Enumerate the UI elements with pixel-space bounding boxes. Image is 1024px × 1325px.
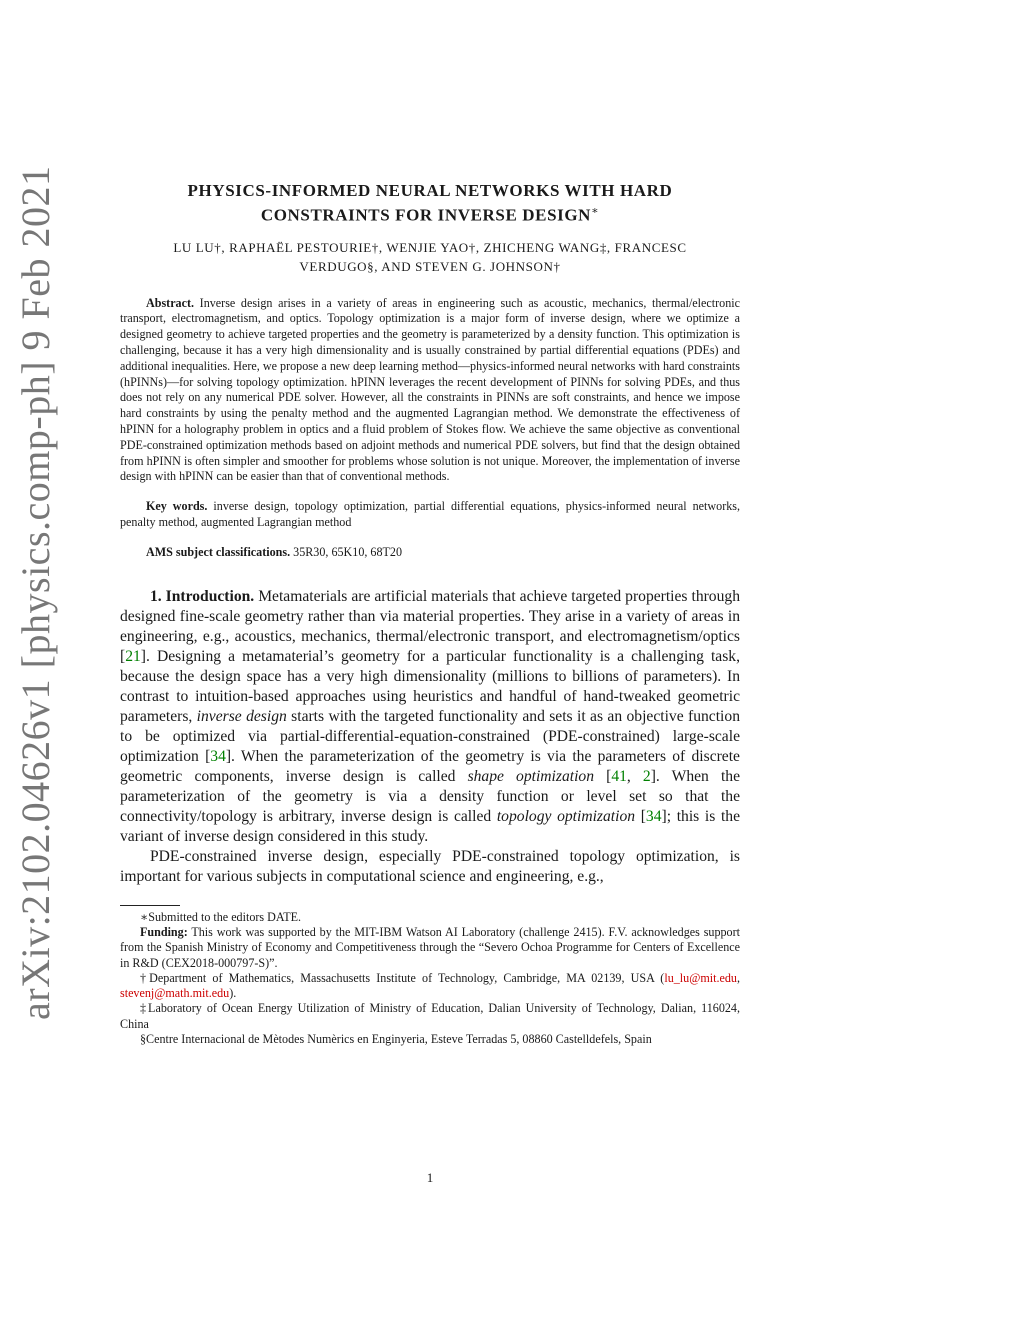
funding-text: This work was supported by the MIT-IBM Watson AI Laboratory (challenge 2415). F.V. acknowledges support from the Spanish Ministry of Economy and Competitiveness through the “Severo Ochoa Programme for Centers of Excellence in R&D (CEX2018-000797-S)”. [120, 924, 740, 970]
abstract [120, 296, 740, 486]
abstract-label: Abstract. [146, 295, 195, 310]
intro-paragraph-2: PDE-constrained inverse design, especially PDE-constrained topology optimization, is important for various subjects in computational science and engineering, e.g., [120, 847, 740, 885]
intro-text: [ [635, 807, 646, 825]
introduction-section [120, 587, 740, 887]
title-line-1: PHYSICS-INFORMED NEURAL NETWORKS WITH HARD [187, 181, 673, 200]
intro-text: starts with the targeted functionality and sets it as an objective function to be optimized via partial-differential-equation-constrained (PDE-constrained) large-scale optimization [ [120, 707, 740, 765]
intro-paragraph-1 [120, 587, 740, 847]
keywords-label: Key words. [146, 499, 208, 514]
citation-34[interactable]: 34 [645, 807, 662, 825]
footnote-submitted: ∗Submitted to the editors DATE. [140, 909, 302, 924]
affiliation-text-end: ). [229, 986, 237, 1001]
intro-text: [ [594, 767, 612, 785]
intro-text: , [626, 767, 643, 785]
abstract-text: Inverse design arises in a variety of areas in engineering such as acoustic, mechanics, thermal/electronic transport, electromagnetism, and optics. Topology optimization is a major form of inverse design, where we optimize a designed geometry to achieve targeted properties and the geometry is parameterized by a density function. This optimization is challenging, because it has a very high dimensionality and is usually constrained by partial differential equations (PDEs) and additional inequalities. Here, we propose a new deep learning method—physics-informed neural networks with hard constraints (hPINNs)—for solving topology optimization. hPINN leverages the recent development of PINNs for solving PDEs, and thus does not rely on any numerical PDE solver. However, all the constraints in PINNs are soft constraints, and hence we impose hard constraints by using the penalty method and the augmented Lagrangian method. We demonstrate the effectiveness of hPINN for a holography problem in optics and a fluid problem of Stokes flow. We achieve the same objective as conventional PDE-constrained optimization methods based on adjoint methods and numerical PDE solvers, but find that the design obtained from hPINN is often simpler and smoother for problems whose solution is not unique. Moreover, the implementation of inverse design with hPINN can be easier than that of conventional methods. [120, 295, 740, 484]
author-list [120, 238, 740, 276]
footnotes [120, 910, 740, 1048]
citation-2[interactable]: 2 [642, 767, 651, 785]
ams-label: AMS subject classifications. [146, 544, 291, 559]
ams-text: 35R30, 65K10, 68T20 [293, 544, 402, 559]
section-heading: 1. Introduction. [150, 587, 255, 605]
intro-text: ]; this is the variant of inverse design considered in this study. [120, 807, 741, 845]
footnote-affiliation-cimne: §Centre Internacional de Mètodes Numèrics en Enginyeria, Esteve Terradas 5, 08860 Castelldefels, Spain [140, 1031, 652, 1046]
ams-classifications [120, 545, 740, 561]
paper-title [120, 180, 740, 226]
authors-line-2: VERDUGO§, AND STEVEN G. JOHNSON† [299, 258, 561, 274]
authors-line-1: LU LU†, RAPHAËL PESTOURIE†, WENJIE YAO†, ZHICHENG WANG‡, FRANCESC [173, 239, 687, 255]
citation-41[interactable]: 41 [611, 767, 627, 785]
arxiv-identifier: arXiv:2102.04626v1 [physics.comp-ph] 9 Feb 2021 [13, 165, 58, 1020]
email-link-johnson[interactable]: stevenj@math.mit.edu [120, 986, 230, 1001]
footnote-funding [120, 925, 740, 971]
email-link-lu[interactable]: lu_lu@mit.edu [664, 970, 737, 985]
page-number: 1 [426, 1170, 434, 1185]
title-footnote-mark: ∗ [591, 205, 600, 217]
intro-text: Metamaterials are artificial materials that achieve targeted properties through designed fine-scale geometry rather than via material properties. They arise in a variety of areas in engineering, e.g., acoustics, mechanics, thermal/electronic transport, and electromagnetism/optics [ [120, 587, 740, 665]
title-line-2: CONSTRAINTS FOR INVERSE DESIGN [260, 205, 592, 225]
keywords [120, 499, 740, 531]
intro-text: ]. When the parameterization of the geometry is via a density function or level set so that the connectivity/topology is arbitrary, inverse design is called [120, 767, 741, 825]
separator: , [736, 970, 740, 985]
keywords-text: inverse design, topology optimization, partial differential equations, physics-informed neural networks, penalty method, augmented Lagrangian method [120, 499, 740, 530]
footnote-affiliation-dalian: ‡Laboratory of Ocean Energy Utilization of Ministry of Education, Dalian University of Technology, Dalian, 116024, China [120, 1001, 740, 1031]
paper-page [120, 180, 740, 1047]
intro-text: ]. Designing a metamaterial’s geometry for a particular functionality is a challenging task, because the design space has a very high dimensionality (millions to billions of parameters). In contrast to intuition-based approaches using heuristics and handful of hand-tweaked geometric parameters, [120, 647, 740, 725]
citation-34[interactable]: 34 [210, 747, 226, 765]
citation-21[interactable]: 21 [125, 647, 141, 665]
intro-text: ]. When the parameterization of the geometry is via the parameters of discrete geometric components, inverse design is called [120, 747, 740, 785]
emphasis-shape-optimization: shape optimization [467, 767, 595, 785]
emphasis-inverse-design: inverse design [196, 707, 287, 725]
affiliation-text: †Department of Mathematics, Massachusetts Institute of Technology, Cambridge, MA 02139, USA ( [140, 970, 665, 985]
emphasis-topology-optimization: topology optimization [496, 807, 636, 825]
footnote-affiliation-mit [120, 971, 740, 1002]
funding-label: Funding: [140, 924, 188, 939]
footnote-divider [120, 905, 180, 906]
